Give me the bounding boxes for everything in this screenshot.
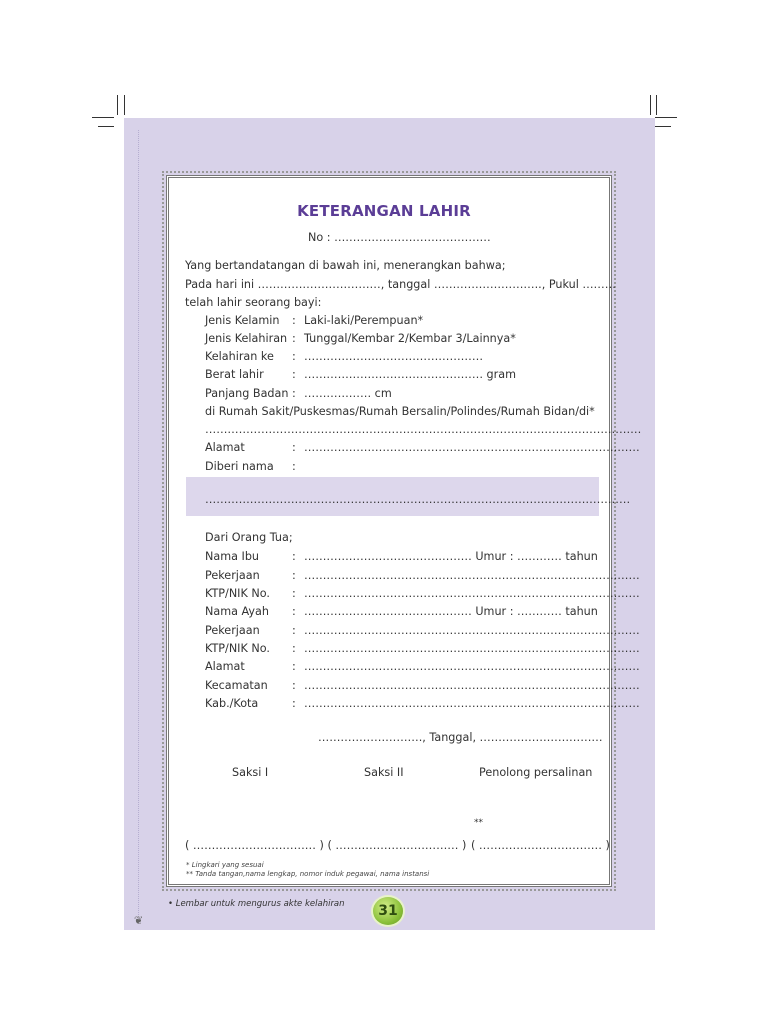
field-value: ……………………………………………………………………………… — [304, 642, 640, 655]
field-value: ……………………………………………………………………………… — [304, 697, 640, 710]
signer-label: Saksi II — [364, 766, 404, 779]
midwife-signature-line: ( …………………………… ) — [471, 839, 610, 852]
field-value: ……………………………………… Umur : ………… tahun — [304, 550, 598, 563]
number-line: No : …………………………………… — [308, 231, 491, 244]
field-colon: : — [292, 569, 296, 582]
field-label: Kelahiran ke — [205, 350, 274, 363]
place-line: di Rumah Sakit/Puskesmas/Rumah Bersalin/Polindes/Rumah Bidan/di* — [205, 405, 595, 418]
crop-mark — [117, 95, 118, 115]
field-label: KTP/NIK No. — [205, 642, 270, 655]
field-colon: : — [292, 679, 296, 692]
field-value: ……………………………………… Umur : ………… tahun — [304, 605, 598, 618]
field-label: Berat lahir — [205, 368, 264, 381]
born-line: telah lahir seorang bayi: — [185, 296, 322, 309]
signer-label: Penolong persalinan — [479, 766, 593, 779]
field-value: ……………………………………………………………………………… — [304, 569, 640, 582]
witness-signature-lines: ( …………………………… ) ( …………………………… ) — [185, 839, 467, 852]
signer-label: Saksi I — [232, 766, 269, 779]
field-label: Jenis Kelahiran — [205, 332, 288, 345]
field-value: Laki-laki/Perempuan* — [304, 314, 424, 327]
crop-mark — [98, 126, 114, 127]
field-label: Nama Ayah — [205, 605, 269, 618]
field-label: Pekerjaan — [205, 569, 260, 582]
field-label: Kab./Kota — [205, 697, 259, 710]
crop-mark — [92, 117, 114, 118]
field-colon: : — [292, 368, 296, 381]
crop-mark — [650, 95, 651, 115]
field-colon: : — [292, 624, 296, 637]
field-colon: : — [292, 605, 296, 618]
leaf-icon: ❦ — [134, 914, 144, 927]
parents-heading: Dari Orang Tua; — [205, 531, 293, 544]
footnote: * Lingkari yang sesuai — [186, 861, 264, 869]
field-colon: : — [292, 441, 296, 454]
field-value: ………………………………………… gram — [304, 368, 517, 381]
field-value: ……………… cm — [304, 387, 392, 400]
footnote: ** Tanda tangan,nama lengkap, nomor induk pegawai, nama instansi — [186, 870, 430, 878]
place-dots: ……………………………………………………………………………………………………… — [205, 423, 642, 436]
field-value: ………………………………………… — [304, 350, 483, 363]
date-line: ………………………., Tanggal, …………………………… — [318, 731, 603, 744]
field-value: ……………………………………………………………………………… — [304, 441, 640, 454]
field-label: Alamat — [205, 441, 245, 454]
field-colon: : — [292, 332, 296, 345]
field-colon: : — [292, 697, 296, 710]
page-margin-dots — [138, 130, 140, 915]
field-value: Tunggal/Kembar 2/Kembar 3/Lainnya* — [304, 332, 516, 345]
name-dots: …………………………………………………………………………………………………… — [205, 493, 631, 506]
field-label: Panjang Badan : — [205, 387, 296, 400]
field-label: Jenis Kelamin — [205, 314, 280, 327]
field-value: ……………………………………………………………………………… — [304, 587, 640, 600]
intro-line: Yang bertandatangan di bawah ini, menerangkan bahwa; — [185, 259, 506, 272]
field-colon: : — [292, 642, 296, 655]
field-colon: : — [292, 587, 296, 600]
page-title: KETERANGAN LAHIR — [297, 202, 471, 220]
field-value: ……………………………………………………………………………… — [304, 679, 640, 692]
field-colon: : — [292, 550, 296, 563]
field-label: Nama Ibu — [205, 550, 260, 563]
field-label: Diberi nama — [205, 460, 274, 473]
crop-mark — [655, 126, 671, 127]
field-label: Alamat — [205, 660, 245, 673]
field-colon: : — [292, 350, 296, 363]
field-colon: : — [292, 314, 296, 327]
field-value: ……………………………………………………………………………… — [304, 660, 640, 673]
signature-note-marker: ** — [474, 818, 483, 828]
footer-text: • Lembar untuk mengurus akte kelahiran — [168, 899, 345, 909]
crop-mark — [656, 95, 657, 115]
field-colon: : — [292, 660, 296, 673]
page-number-badge: 31 — [373, 897, 403, 925]
field-label: KTP/NIK No. — [205, 587, 270, 600]
field-value: ……………………………………………………………………………… — [304, 624, 640, 637]
field-colon: : — [292, 460, 296, 473]
crop-mark — [655, 117, 677, 118]
field-label: Pekerjaan — [205, 624, 260, 637]
day-line: Pada hari ini ……………………………, tanggal ……………………….., Pukul ……… — [185, 278, 616, 291]
crop-mark — [124, 95, 125, 115]
field-label: Kecamatan — [205, 679, 268, 692]
